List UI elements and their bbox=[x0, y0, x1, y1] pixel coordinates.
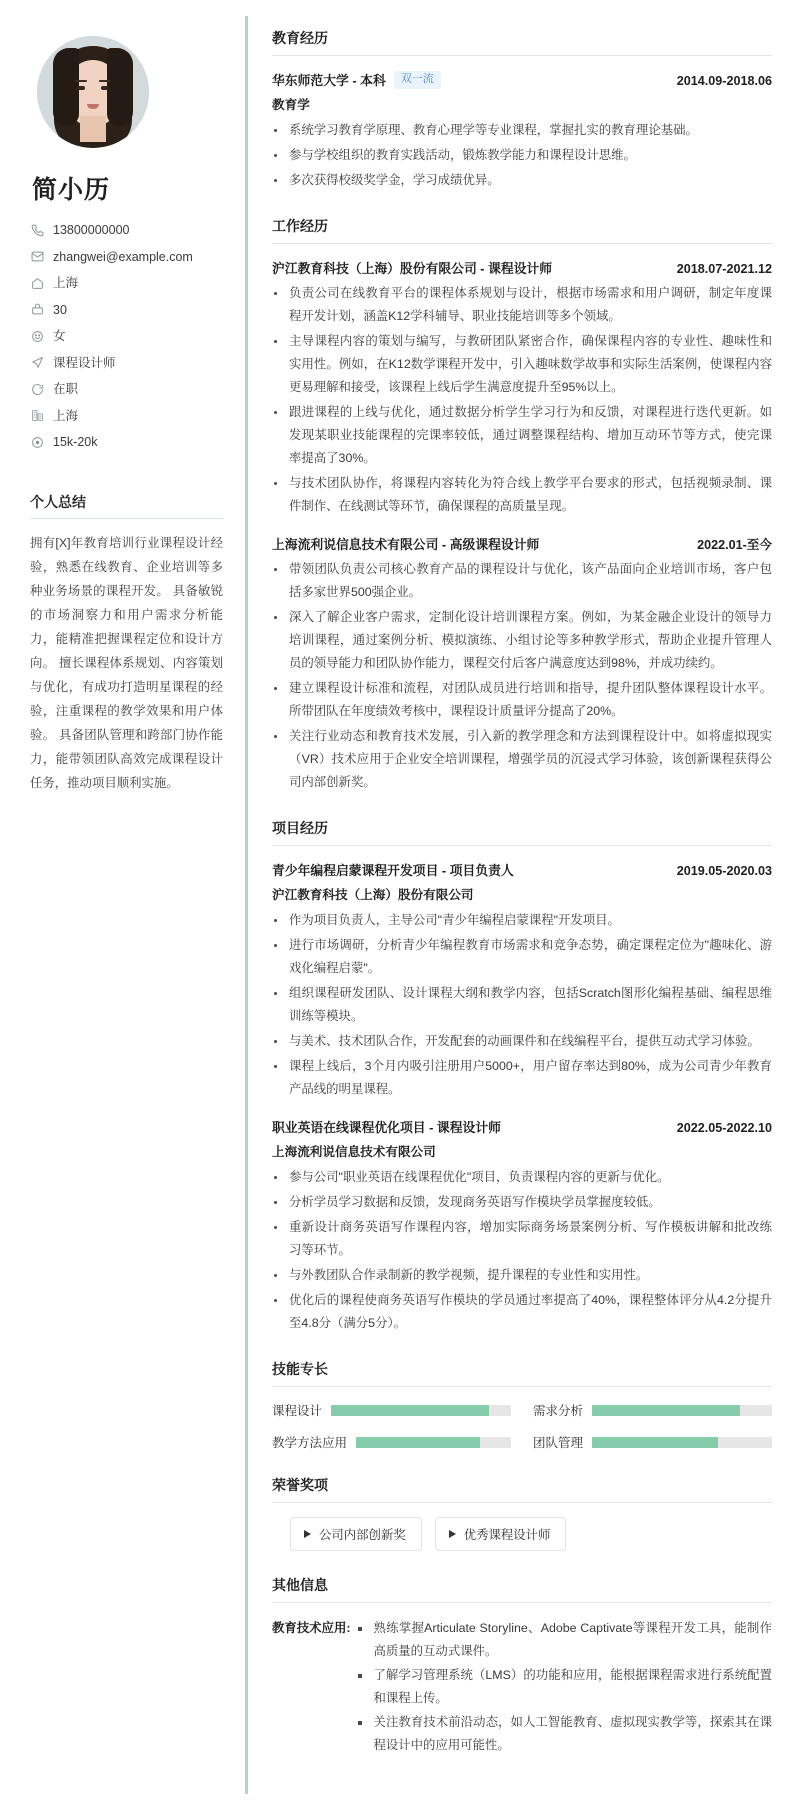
project-company: 上海流利说信息技术有限公司 bbox=[272, 1145, 436, 1159]
city-icon bbox=[30, 409, 44, 423]
sidebar bbox=[0, 0, 245, 1808]
contact-value-home: 上海 bbox=[53, 276, 79, 290]
skill-progress-track bbox=[356, 1437, 511, 1448]
summary-section-title: 个人总结 bbox=[30, 492, 223, 519]
contact-list bbox=[30, 222, 223, 450]
position-icon bbox=[30, 356, 44, 370]
skill-progress-fill bbox=[356, 1437, 480, 1448]
work-date: 2018.07-2021.12 bbox=[676, 262, 772, 276]
contact-value-gender: 女 bbox=[53, 329, 66, 343]
project-bullets bbox=[272, 909, 772, 1101]
work-entry bbox=[272, 534, 772, 794]
other-info-bullets bbox=[356, 1617, 772, 1758]
salary-icon bbox=[30, 435, 44, 449]
list-item: 参与公司"职业英语在线课程优化"项目，负责课程内容的更新与优化。 bbox=[272, 1166, 772, 1189]
home-icon bbox=[30, 276, 44, 290]
project-date: 2022.05-2022.10 bbox=[676, 1121, 772, 1135]
skill-row bbox=[533, 1401, 772, 1419]
age-icon bbox=[30, 303, 44, 317]
skill-progress-track bbox=[331, 1405, 511, 1416]
work-entry bbox=[272, 258, 772, 518]
other-info-label: 教育技术应用: bbox=[272, 1621, 351, 1635]
skill-label: 需求分析 bbox=[533, 1404, 584, 1418]
list-item: 建立课程设计标准和流程，对团队成员进行培训和指导，提升团队整体课程设计水平。所带团队在年度绩效考核中，课程设计质量评分提高了20%。 bbox=[272, 677, 772, 723]
project-entry bbox=[272, 860, 772, 1101]
work-entry-head bbox=[272, 534, 772, 553]
candidate-name: 简小历 bbox=[32, 176, 111, 204]
skill-progress-fill bbox=[331, 1405, 489, 1416]
section-projects bbox=[272, 818, 772, 1335]
award-label: 公司内部创新奖 bbox=[319, 1528, 406, 1542]
list-item: 负责公司在线教育平台的课程体系规划与设计，根据市场需求和用户调研，制定年度课程开发计划，涵盖K12学科辅导、职业技能培训等多个领域。 bbox=[272, 282, 772, 328]
section-work bbox=[272, 216, 772, 794]
skill-progress-fill bbox=[592, 1437, 718, 1448]
avatar-image bbox=[37, 36, 149, 148]
skill-row bbox=[272, 1401, 511, 1419]
list-item: 与技术团队协作，将课程内容转化为符合线上教学平台要求的形式，包括视频录制、课件制作、在线测试等环节，确保课程的高质量呈现。 bbox=[272, 472, 772, 518]
list-item: 参与学校组织的教育实践活动，锻炼教学能力和课程设计思维。 bbox=[272, 144, 772, 167]
section-education bbox=[272, 28, 772, 192]
contact-value-status: 在职 bbox=[53, 382, 79, 396]
project-entry bbox=[272, 1117, 772, 1335]
project-entry-head bbox=[272, 860, 772, 879]
work-date: 2022.01-至今 bbox=[697, 538, 772, 552]
contact-value-salary: 15k-20k bbox=[53, 435, 98, 449]
list-item: 重新设计商务英语写作课程内容，增加实际商务场景案例分析、写作模板讲解和批改练习等环节。 bbox=[272, 1216, 772, 1262]
list-item: 系统学习教育学原理、教育心理学等专业课程，掌握扎实的教育理论基础。 bbox=[272, 119, 772, 142]
work-bullets bbox=[272, 558, 772, 794]
gender-icon bbox=[30, 329, 44, 343]
list-item: 分析学员学习数据和反馈，发现商务英语写作模块学员掌握度较低。 bbox=[272, 1191, 772, 1214]
education-bullets bbox=[272, 119, 772, 192]
award-label: 优秀课程设计师 bbox=[463, 1528, 551, 1542]
triangle-right-icon bbox=[304, 1530, 311, 1538]
education-badge: 双一流 bbox=[394, 71, 441, 89]
contact-row-position bbox=[30, 355, 223, 371]
list-item: 主导课程内容的策划与编写，与教研团队紧密合作，确保课程内容的专业性、趣味性和实用性。例如，在K12数学课程开发中，引入趣味数学故事和实际生活案例，使课程内容更易理解和接受，该课程上线后学生满意度提升至95%以上。 bbox=[272, 330, 772, 399]
contact-value-email: zhangwei@example.com bbox=[53, 249, 193, 264]
skill-label: 课程设计 bbox=[272, 1404, 323, 1418]
email-icon bbox=[30, 250, 44, 264]
section-title-projects: 项目经历 bbox=[272, 818, 772, 846]
list-item: 关注行业动态和教育技术发展，引入新的教学理念和方法到课程设计中。如将虚拟现实（VR）技术应用于企业安全培训课程，增强学员的沉浸式学习体验，该创新课程获得公司内部创新奖。 bbox=[272, 725, 772, 794]
phone-icon bbox=[30, 223, 44, 237]
list-item: 关注教育技术前沿动态，如人工智能教育、虚拟现实教学等，探索其在课程设计中的应用可能性。 bbox=[356, 1711, 772, 1757]
section-title-awards: 荣誉奖项 bbox=[272, 1475, 772, 1503]
contact-row-phone bbox=[30, 222, 223, 238]
education-entry-head bbox=[272, 70, 772, 89]
project-name: 青少年编程启蒙课程开发项目 - 项目负责人 bbox=[272, 863, 514, 878]
other-info-row bbox=[272, 1617, 772, 1758]
skill-progress-track bbox=[592, 1437, 772, 1448]
section-title-work: 工作经历 bbox=[272, 216, 772, 244]
skill-row bbox=[272, 1433, 511, 1451]
education-major: 教育学 bbox=[272, 98, 310, 112]
project-name: 职业英语在线课程优化项目 - 课程设计师 bbox=[272, 1120, 501, 1135]
skill-label: 团队管理 bbox=[533, 1436, 584, 1450]
contact-value-position: 课程设计师 bbox=[53, 355, 116, 370]
contact-value-city: 上海 bbox=[53, 408, 79, 423]
summary-text: 拥有[X]年教育培训行业课程设计经验，熟悉在线教育、企业培训等多种业务场景的课程开发。 具备敏锐的市场洞察力和用户需求分析能力，能精准把握课程定位和设计方向。 擅长课程体系规划、内容策划与优化，有成功打造明星课程的经验，注重课程的教学效果和用户体验。 具备团队管理和跨部门协作能力，能带领团队高效完成课程设计任务，推动项目顺利实施。 bbox=[30, 536, 223, 790]
list-item: 进行市场调研，分析青少年编程教育市场需求和竞争态势，确定课程定位为"趣味化、游戏化编程启蒙"。 bbox=[272, 934, 772, 980]
award-chip[interactable] bbox=[290, 1517, 422, 1551]
list-item: 带领团队负责公司核心教育产品的课程设计与优化，该产品面向企业培训市场，客户包括多家世界500强企业。 bbox=[272, 558, 772, 604]
contact-row-gender bbox=[30, 328, 223, 344]
contact-value-age: 30 bbox=[53, 302, 67, 317]
section-title-other-info: 其他信息 bbox=[272, 1575, 772, 1603]
list-item: 了解学习管理系统（LMS）的功能和应用，能根据课程需求进行系统配置和课程上传。 bbox=[356, 1664, 772, 1710]
project-bullets bbox=[272, 1166, 772, 1335]
list-item: 与外教团队合作录制新的教学视频，提升课程的专业性和实用性。 bbox=[272, 1264, 772, 1287]
education-date: 2014.09-2018.06 bbox=[676, 74, 772, 88]
contact-row-status bbox=[30, 381, 223, 397]
section-skills bbox=[272, 1359, 772, 1451]
project-company: 沪江教育科技（上海）股份有限公司 bbox=[272, 888, 474, 902]
section-other-info bbox=[272, 1575, 772, 1758]
contact-row-city bbox=[30, 408, 223, 424]
awards-list bbox=[272, 1517, 772, 1551]
skill-progress-fill bbox=[592, 1405, 740, 1416]
contact-row-home bbox=[30, 275, 223, 291]
skill-row bbox=[533, 1433, 772, 1451]
award-chip[interactable] bbox=[435, 1517, 567, 1551]
list-item: 熟练掌握Articulate Storyline、Adobe Captivate等课程开发工具，能制作高质量的互动式课件。 bbox=[356, 1617, 772, 1663]
list-item: 作为项目负责人，主导公司"青少年编程启蒙课程"开发项目。 bbox=[272, 909, 772, 932]
main-content bbox=[248, 0, 794, 1808]
project-date: 2019.05-2020.03 bbox=[676, 864, 772, 878]
list-item: 与美术、技术团队合作，开发配套的动画课件和在线编程平台，提供互动式学习体验。 bbox=[272, 1030, 772, 1053]
work-entry-head bbox=[272, 258, 772, 277]
contact-row-email bbox=[30, 249, 223, 265]
section-awards bbox=[272, 1475, 772, 1551]
skill-progress-track bbox=[592, 1405, 772, 1416]
section-title-education: 教育经历 bbox=[272, 28, 772, 56]
triangle-right-icon bbox=[449, 1530, 456, 1538]
contact-value-phone: 13800000000 bbox=[53, 223, 130, 237]
list-item: 多次获得校级奖学金，学习成绩优异。 bbox=[272, 169, 772, 192]
skill-label: 教学方法应用 bbox=[272, 1436, 348, 1450]
work-bullets bbox=[272, 282, 772, 518]
project-entry-head bbox=[272, 1117, 772, 1136]
avatar bbox=[37, 36, 149, 148]
contact-row-age bbox=[30, 302, 223, 318]
list-item: 优化后的课程使商务英语写作模块的学员通过率提高了40%，课程整体评分从4.2分提升至4.8分（满分5分）。 bbox=[272, 1289, 772, 1335]
list-item: 组织课程研发团队、设计课程大纲和教学内容，包括Scratch图形化编程基础、编程思维训练等模块。 bbox=[272, 982, 772, 1028]
list-item: 跟进课程的上线与优化，通过数据分析学生学习行为和反馈，对课程进行迭代更新。如发现某职业技能课程的完课率较低，通过调整课程结构、增加互动环节等方式，使完课率提高了30%。 bbox=[272, 401, 772, 470]
contact-row-salary bbox=[30, 434, 223, 450]
education-school: 华东师范大学 - 本科 bbox=[272, 73, 386, 88]
list-item: 课程上线后，3个月内吸引注册用户5000+，用户留存率达到80%，成为公司青少年教育产品线的明星课程。 bbox=[272, 1055, 772, 1101]
skill-grid bbox=[272, 1401, 772, 1451]
list-item: 深入了解企业客户需求，定制化设计培训课程方案。例如，为某金融企业设计的领导力培训课程，通过案例分析、模拟演练、小组讨论等多种教学形式，帮助企业提升管理人员的领导能力和团队协作能力，课程交付后客户满意度达到98%，并成功续约。 bbox=[272, 606, 772, 675]
work-company: 沪江教育科技（上海）股份有限公司 - 课程设计师 bbox=[272, 261, 553, 276]
status-icon bbox=[30, 382, 44, 396]
education-entry bbox=[272, 70, 772, 192]
section-title-skills: 技能专长 bbox=[272, 1359, 772, 1387]
work-company: 上海流利说信息技术有限公司 - 高级课程设计师 bbox=[272, 537, 540, 552]
